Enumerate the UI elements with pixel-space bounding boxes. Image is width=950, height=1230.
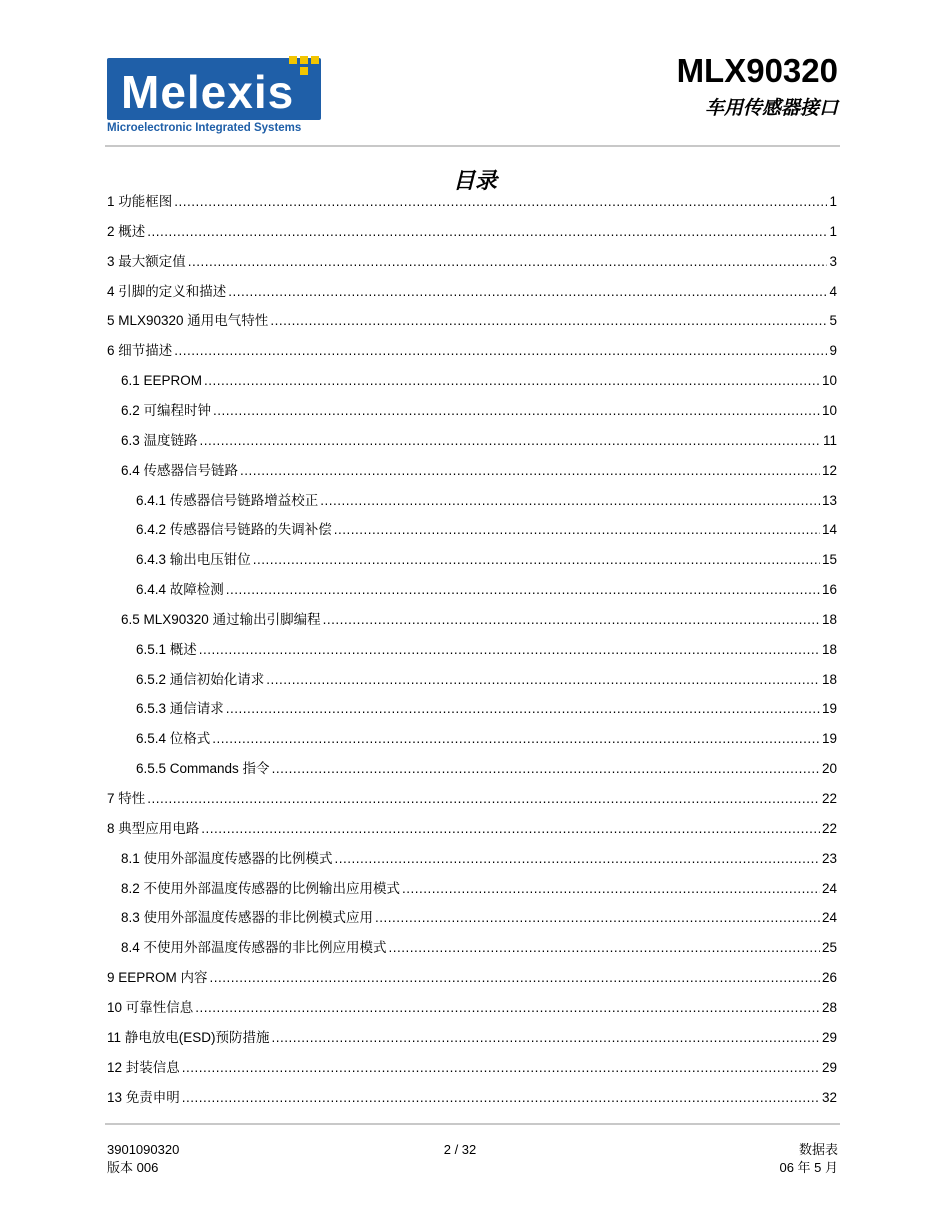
toc-entry-page: 9 [829,343,837,359]
toc-entry-page: 15 [821,552,837,568]
toc-entry-page: 23 [821,850,837,866]
toc-entry[interactable] [121,611,837,629]
toc-entry-page: 14 [821,522,837,538]
toc-entry-label: 8.4 不使用外部温度传感器的非比例应用模式 [121,940,387,956]
toc-entry-page: 28 [821,999,837,1015]
toc-entry[interactable] [107,820,837,838]
toc-entry-label: 8.2 不使用外部温度传感器的比例输出应用模式 [121,880,401,896]
toc-entry[interactable] [107,312,837,330]
toc-entry-label: 6.4.3 输出电压钳位 [136,552,251,568]
footer-doc-number: 3901090320 [107,1142,180,1157]
toc-dot-leader [212,730,820,748]
toc-entry-label: 6.3 温度链路 [121,432,198,448]
toc-dot-leader [210,969,820,987]
toc-entry-label: 1 功能框图 [107,194,173,209]
toc-entry[interactable] [121,909,837,927]
toc-entry-page: 25 [821,940,837,956]
toc-entry[interactable] [107,1029,837,1047]
toc-entry-page: 5 [829,313,837,329]
toc-entry-page: 18 [821,611,837,627]
melexis-logo [107,54,325,136]
toc-entry-page: 3 [829,253,837,269]
toc-dot-leader [226,700,820,718]
toc-entry-label: 6.5.3 通信请求 [136,701,224,717]
logo-dots-icon [279,54,323,78]
toc-dot-leader [147,223,827,241]
toc-entry-page: 29 [821,1029,837,1045]
toc-entry-page: 10 [821,373,837,389]
product-subtitle: 车用传感器接口 [704,98,838,119]
toc-entry-label: 13 免责申明 [107,1089,180,1105]
toc-entry-page: 24 [821,910,837,926]
toc-entry-page: 32 [821,1089,837,1105]
toc-entry[interactable] [121,372,837,390]
toc-entry-page: 12 [821,462,837,478]
toc-entry-label: 11 静电放电(ESD)预防措施 [107,1029,270,1045]
toc-entry-label: 6.5.4 位格式 [136,731,211,747]
toc-entry[interactable] [136,492,837,510]
toc-entry-page: 18 [821,671,837,687]
toc-dot-leader [272,760,820,778]
footer-version: 版本 006 [107,1160,159,1175]
toc-entry[interactable] [136,641,837,659]
footer-date: 06 年 5 月 [779,1160,838,1175]
toc-dot-leader [270,312,827,330]
toc-dot-leader [182,1059,820,1077]
toc-entry-page: 22 [821,791,837,806]
toc-entry[interactable] [107,790,837,808]
toc-entry-page: 19 [821,731,837,747]
toc-entry-page: 19 [821,701,837,717]
toc-entry-page: 29 [821,1059,837,1075]
toc-entry-page: 20 [821,761,837,777]
toc-entry[interactable] [107,969,837,987]
toc-dot-leader [323,611,820,629]
footer-divider [105,1123,840,1125]
toc-entry-label: 12 封装信息 [107,1059,180,1075]
toc-entry[interactable] [107,283,837,301]
toc-dot-leader [182,1089,820,1107]
toc-dot-leader [335,850,820,868]
toc-dot-leader [320,492,820,510]
toc-entry-page: 11 [822,432,837,448]
toc-entry-page: 10 [821,402,837,418]
logo-text: Melexis [121,66,295,118]
toc-entry-page: 1 [829,194,837,209]
toc-entry[interactable] [121,402,837,420]
toc-entry-label: 6.1 EEPROM [121,373,203,389]
toc-dot-leader [226,581,820,599]
toc-entry[interactable] [107,223,837,241]
toc-entry[interactable] [107,253,837,271]
toc-dot-leader [334,521,820,539]
toc-entry-label: 8 典型应用电路 [107,820,200,836]
toc-entry[interactable] [121,462,837,480]
product-title: MLX90320 [676,52,838,89]
toc-dot-leader [228,283,827,301]
toc-entry-page: 22 [821,820,837,836]
toc-entry-label: 6.2 可编程时钟 [121,402,212,418]
toc-entry-label: 7 特性 [107,791,146,806]
toc-entry-label: 6.4.4 故障检测 [136,582,224,598]
toc-entry[interactable] [136,700,837,718]
toc-dot-leader [240,462,820,480]
toc-entry-label: 8.3 使用外部温度传感器的非比例模式应用 [121,910,374,926]
toc-dot-leader [174,342,827,360]
logo-subtitle: Microelectronic Integrated Systems [107,122,302,134]
toc-entry-label: 6.5.1 概述 [136,641,197,657]
toc-entry-page: 13 [821,492,837,508]
footer-doc-type: 数据表 [798,1142,838,1157]
toc-entry-label: 8.1 使用外部温度传感器的比例模式 [121,850,333,866]
toc-entry-label: 6.5.5 Commands 指令 [136,761,270,777]
toc-entry[interactable] [136,730,837,748]
toc-entry-label: 5 MLX90320 通用电气特性 [107,313,269,329]
toc-entry-label: 6 细节描述 [107,343,173,359]
toc-entry[interactable] [121,880,837,898]
toc-entry[interactable] [107,1089,837,1107]
toc-dot-leader [195,999,820,1017]
toc-dot-leader [204,372,820,390]
toc-entry-label: 6.4.2 传感器信号链路的失调补偿 [136,522,332,538]
toc-entry-page: 24 [821,880,837,896]
toc-entry-label: 6.5 MLX90320 通过输出引脚编程 [121,611,321,627]
toc-dot-leader [272,1029,820,1047]
toc-entry[interactable] [107,193,837,211]
toc-entry-page: 1 [829,223,837,239]
toc-entry-label: 6.5.2 通信初始化请求 [136,671,265,687]
toc-entry-label: 2 概述 [107,223,146,239]
toc-entry-page: 26 [821,970,837,986]
toc-dot-leader [213,402,820,420]
toc-entry-label: 9 EEPROM 内容 [107,970,208,986]
toc-dot-leader [174,193,827,211]
toc-title: 目录 [452,168,497,193]
toc-entry[interactable] [136,581,837,599]
toc-entry-label: 6.4.1 传感器信号链路增益校正 [136,492,319,508]
header-divider [105,145,840,147]
toc-dot-leader [402,880,820,898]
toc-entry[interactable] [107,1059,837,1077]
toc-entry[interactable] [107,342,837,360]
toc-entry[interactable] [136,521,837,539]
toc-dot-leader [200,432,821,450]
footer-page-number: 2 / 32 [443,1142,477,1157]
toc-dot-leader [266,671,820,689]
toc-dot-leader [147,790,820,808]
toc-entry-page: 4 [829,283,837,299]
toc-entry-label: 6.4 传感器信号链路 [121,462,239,478]
toc-entry[interactable] [107,999,837,1017]
toc-dot-leader [201,820,820,838]
toc-entry-page: 16 [821,582,837,598]
toc-entry-label: 4 引脚的定义和描述 [107,283,227,299]
toc-entry[interactable] [136,551,837,569]
toc-entry-label: 3 最大额定值 [107,253,186,269]
toc-entry[interactable] [121,850,837,868]
toc-dot-leader [188,253,828,271]
toc-entry[interactable] [136,671,837,689]
toc-dot-leader [375,909,820,927]
toc-dot-leader [253,551,820,569]
toc-entry[interactable] [136,760,837,778]
toc-entry[interactable] [121,939,837,957]
toc-dot-leader [389,939,820,957]
toc-entry-page: 18 [821,641,837,657]
toc-entry[interactable] [121,432,837,450]
toc-dot-leader [199,641,820,659]
toc-entry-label: 10 可靠性信息 [107,999,194,1015]
